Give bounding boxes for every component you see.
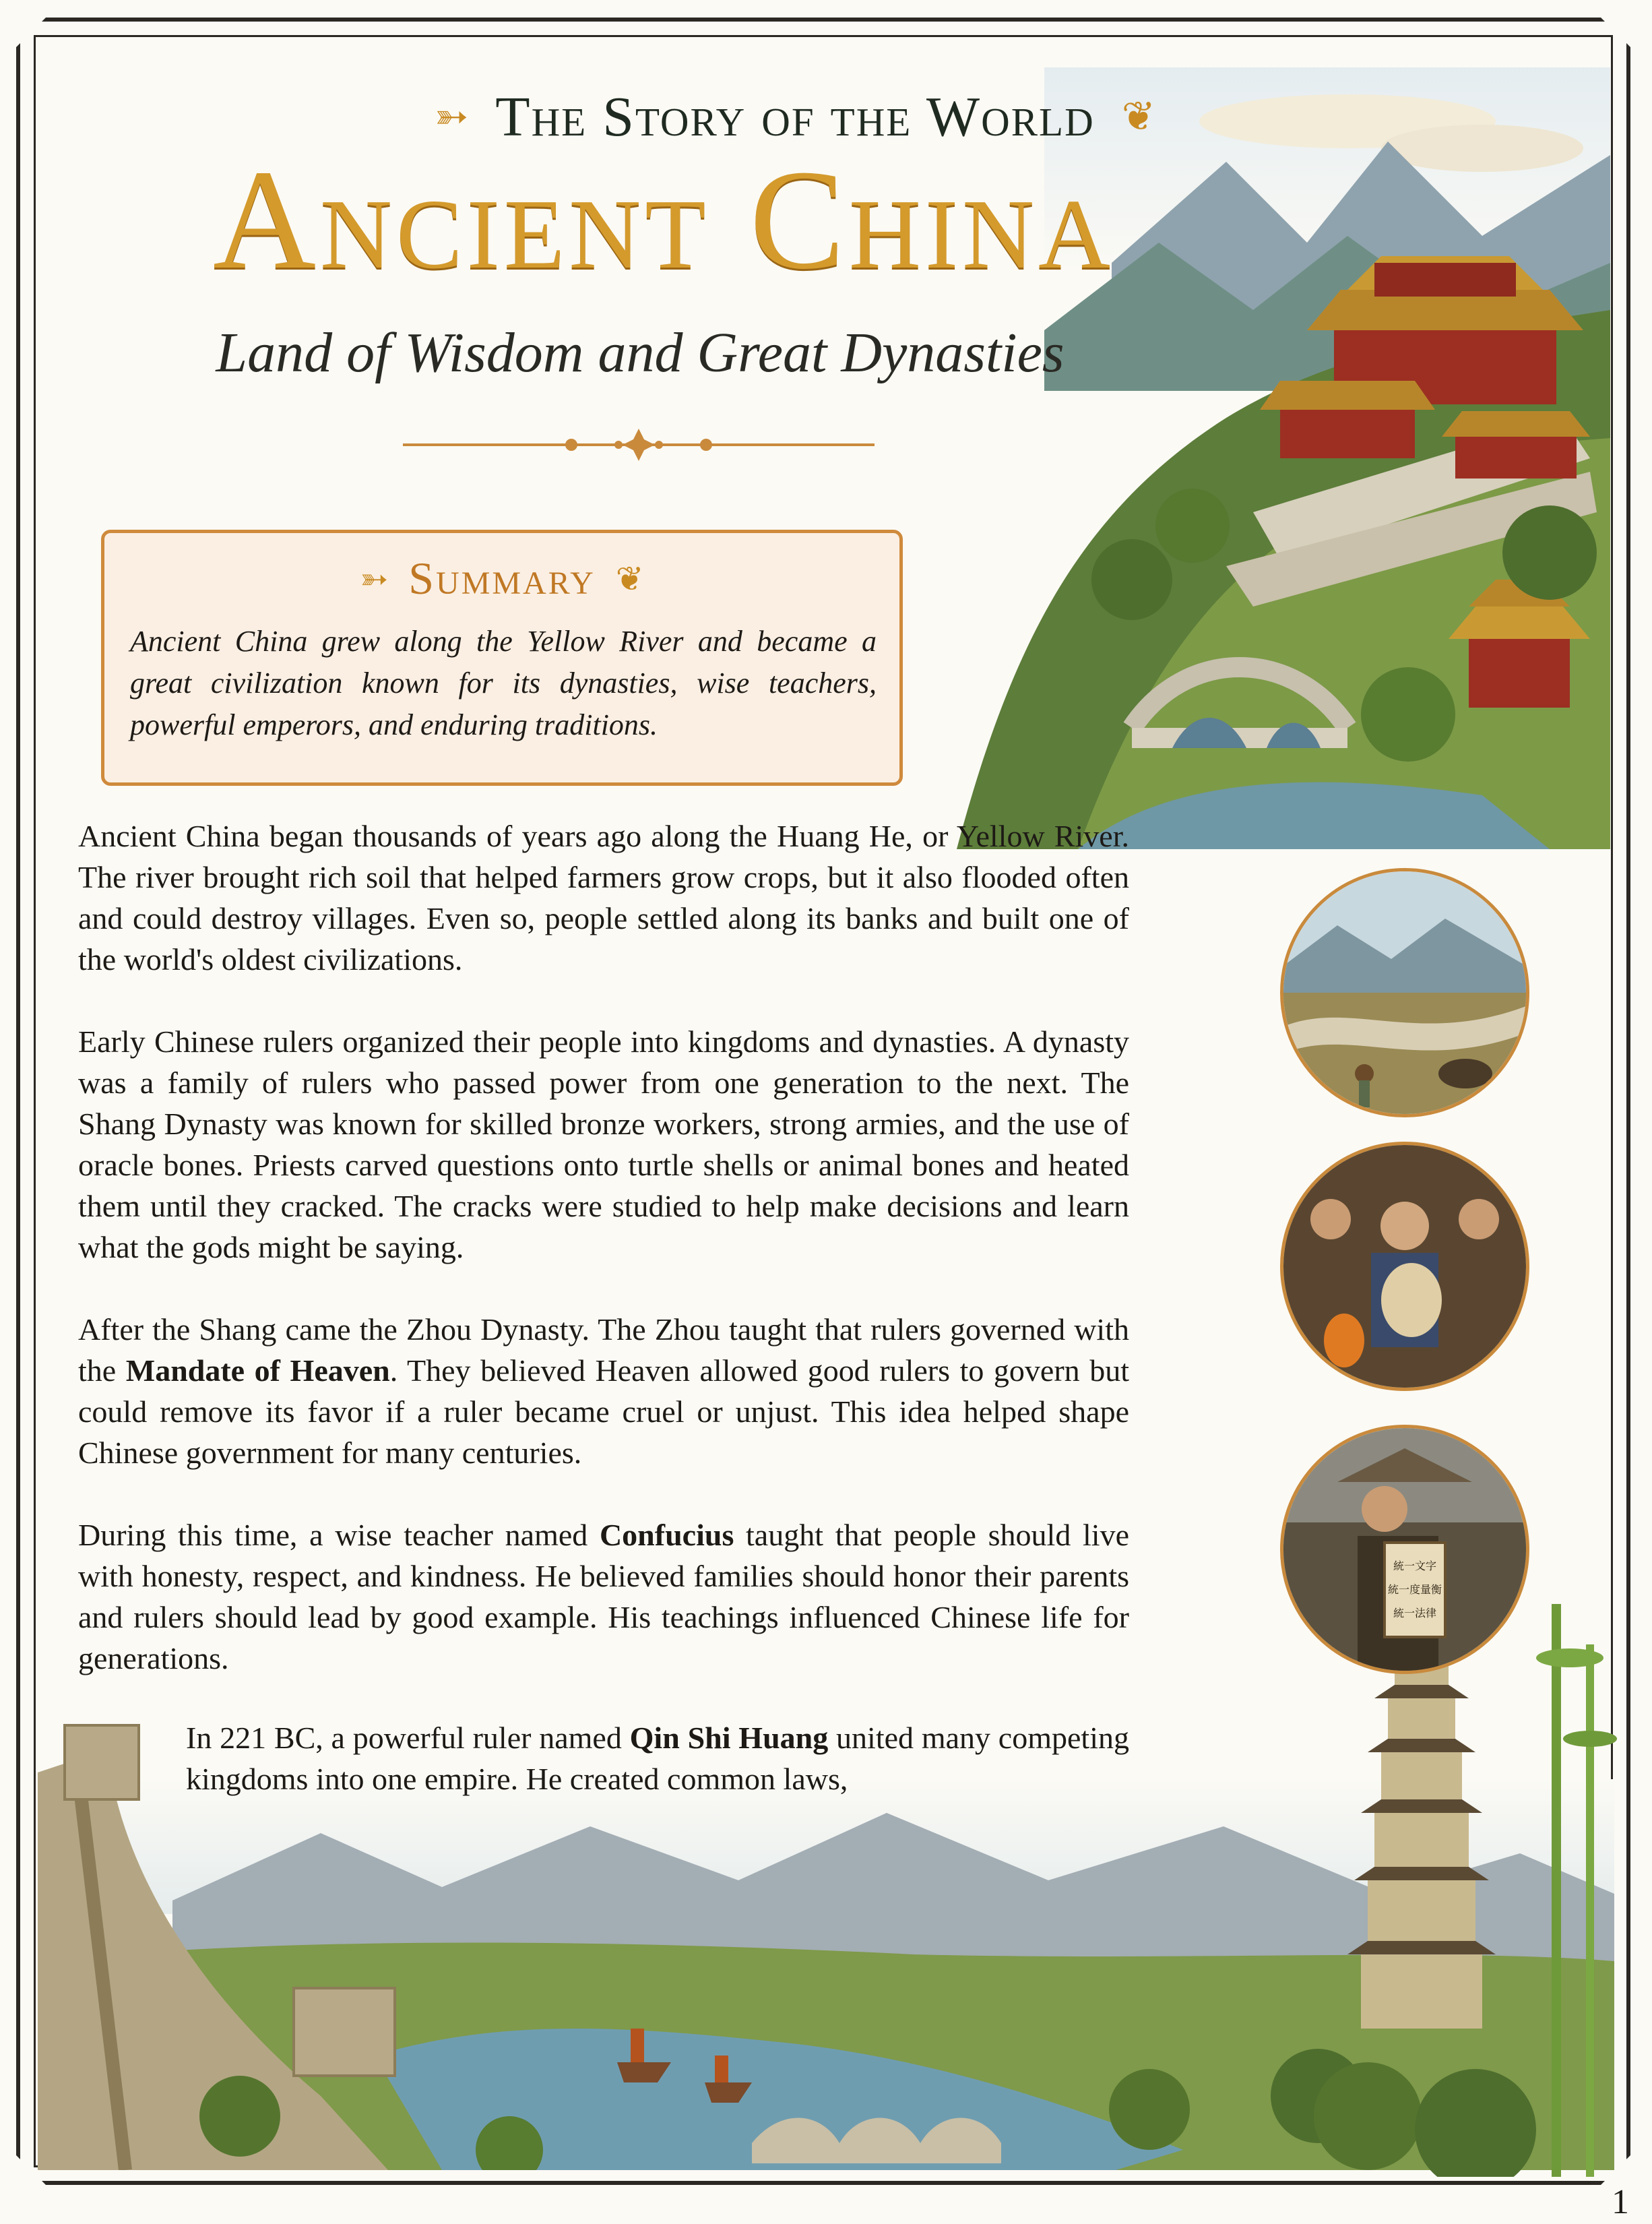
paragraph-zhou-dynasty xyxy=(78,1309,1129,1473)
right-ornament-icon: ❦ xyxy=(1121,94,1155,139)
paragraph-text: taught that people should live with honesty, respect, and kindness. He believed families should honor their parents and rulers should lead by good example. His teachings influenced Chinese life for generations. xyxy=(78,1518,1129,1675)
yellow-river-farming-medallion xyxy=(1280,868,1529,1117)
left-ornament-icon: ➳ xyxy=(434,94,469,139)
key-term: Confucius xyxy=(599,1518,734,1552)
paragraph-text: After the Shang came the Zhou Dynasty. The Zhou taught that rulers governed with the xyxy=(78,1312,1129,1388)
summary-right-ornament-icon: ❦ xyxy=(615,559,644,598)
paragraph-confucius xyxy=(78,1514,1129,1679)
article-body xyxy=(78,815,1129,1720)
oracle-bones-medallion xyxy=(1280,1142,1529,1391)
summary-left-ornament-icon: ➳ xyxy=(360,559,389,598)
ornamental-divider-icon xyxy=(403,425,875,465)
paragraph-dynasties: Early Chinese rulers organized their people into kingdoms and dynasties. A dynasty was a family of rulers who passed power from one generation to the next. The Shang Dynasty was known for skilled bronze workers, strong armies, and the use of oracle bones. Priests carved questions onto turtle shells or animal bones and heated them until they cracked. The cracks were studied to help make decisions and learn what the gods might be saying. xyxy=(78,1024,1129,1264)
page-title: Ancient China xyxy=(213,140,1114,299)
scroll-line-1: 統一文字 xyxy=(1393,1559,1437,1572)
paragraph-text: In 221 BC, a powerful ruler named xyxy=(186,1721,630,1755)
paragraph-text: During this time, a wise teacher named xyxy=(78,1518,600,1552)
paragraph-text: . They believed Heaven allowed good rulers to govern but could remove its favor if a ruler became cruel or unjust. This idea helped shape Chinese government for many centuries. xyxy=(78,1353,1129,1470)
page-subtitle: Land of Wisdom and Great Dynasties xyxy=(216,321,1065,384)
page-number: 1 xyxy=(1612,2183,1629,2221)
pagoda-illustration xyxy=(1300,1604,1617,2177)
summary-text: Ancient China grew along the Yellow River and became a great civilization known for its dynasties, wise teachers, powerful emperors, and enduring traditions. xyxy=(130,625,877,741)
key-term: Qin Shi Huang xyxy=(629,1721,829,1755)
scroll-line-3: 統一法律 xyxy=(1393,1607,1437,1619)
paragraph-qin-shi-huang xyxy=(186,1717,1129,1799)
paragraph-yellow-river: Ancient China began thousands of years ago along the Huang He, or Yellow River. The river brought rich soil that helped farmers grow crops, but it also flooded often and could destroy villages. Even so, people settled along its banks and built one of the world's oldest civilizations. xyxy=(78,819,1129,977)
qin-shi-huang-medallion xyxy=(1280,1425,1529,1674)
summary-box xyxy=(101,530,903,786)
summary-heading-row xyxy=(104,552,899,605)
key-term: Mandate of Heaven xyxy=(125,1353,390,1388)
scroll-line-2: 統一度量衡 xyxy=(1387,1583,1442,1596)
series-title: The Story of the World xyxy=(495,85,1095,148)
summary-heading: Summary xyxy=(408,553,596,604)
paragraph-text: united many competing kingdoms into one empire. He created common laws, xyxy=(186,1721,1129,1796)
